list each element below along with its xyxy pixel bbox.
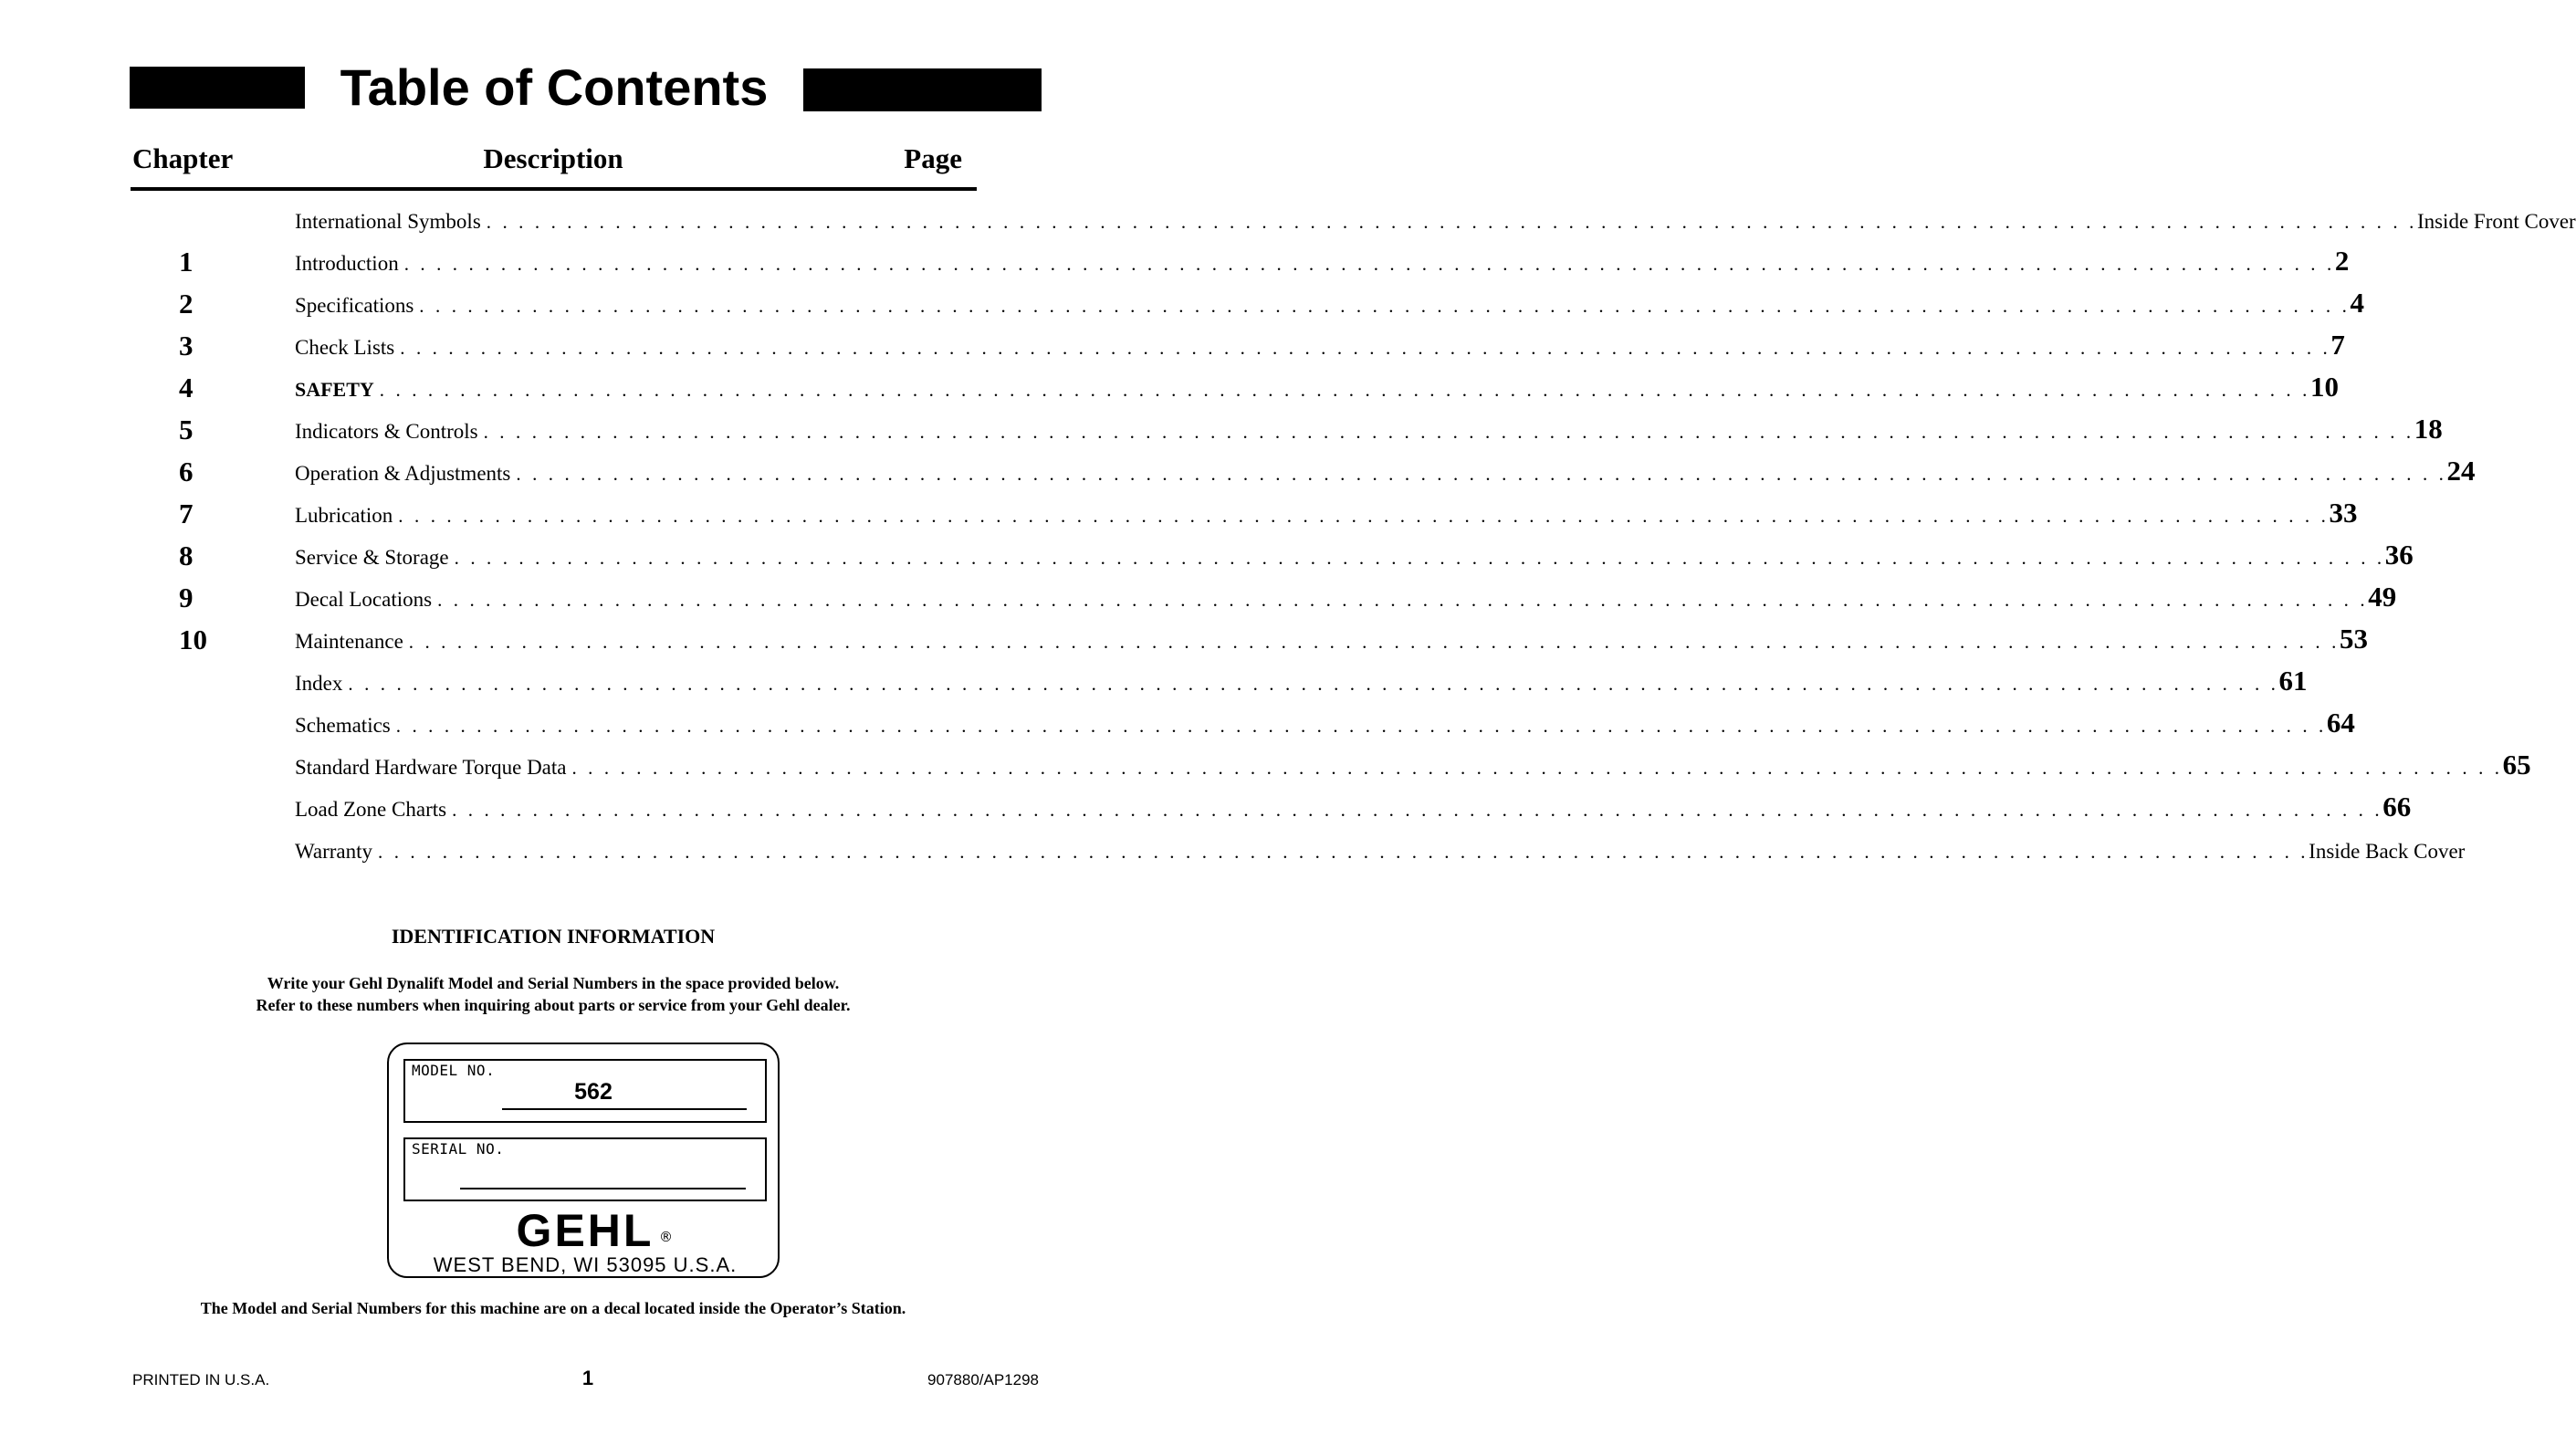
toc-row[interactable]	[0, 368, 2339, 410]
toc-page-number: Inside Front Cover	[2416, 210, 2576, 233]
footer-page-number: 1	[581, 1367, 594, 1389]
toc-description: Schematics	[295, 714, 391, 737]
toc-entry	[295, 833, 2466, 864]
toc-entry	[295, 455, 2476, 487]
toc-page-number: 7	[2330, 329, 2345, 361]
toc-row[interactable]	[0, 620, 2368, 662]
toc-entry	[295, 581, 2397, 613]
serial-field	[403, 1137, 767, 1201]
identification-plate	[387, 1043, 780, 1278]
model-label: MODEL NO.	[412, 1062, 496, 1079]
toc-entry	[295, 623, 2368, 655]
model-value: 562	[574, 1079, 613, 1105]
toc-dot-leader: . . . . . . . . . . . . . . . . . . . . . . . . . . . . . . . . . . . . . . . . . . . . . . . . . . . . . . . . . . . . . . . . . . . . . . . . . . . . . . . . . . . . . . . . . . . . . . . . . . . . . . . . . . . . . . . . . . . . . . . .	[452, 799, 2383, 821]
toc-description: Index	[295, 672, 343, 695]
toc-dot-leader: . . . . . . . . . . . . . . . . . . . . . . . . . . . . . . . . . . . . . . . . . . . . . . . . . . . . . . . . . . . . . . . . . . . . . . . . . . . . . . . . . . . . . . . . . . . . . . . . . . . . . . . . . . . . . . . . . . . . . . . .	[454, 547, 2385, 569]
header-chapter: Chapter	[132, 142, 234, 174]
toc-entry	[295, 791, 2412, 823]
toc-page-number: 49	[2368, 581, 2397, 613]
model-underline	[502, 1108, 747, 1110]
toc-chapter-number: 2	[179, 288, 194, 320]
toc-page-number: 33	[2329, 497, 2358, 529]
toc-page-number: 18	[2414, 413, 2443, 445]
toc-description: Decal Locations	[295, 588, 433, 611]
toc-dot-leader: . . . . . . . . . . . . . . . . . . . . . . . . . . . . . . . . . . . . . . . . . . . . . . . . . . . . . . . . . . . . . . . . . . . . . . . . . . . . . . . . . . . . . . . . . . . . . . . . . . . . . . . . . . . . . . . . . . . . . . . .	[395, 715, 2327, 737]
toc-page-number: 4	[2350, 287, 2364, 319]
toc-page-number: Inside Back Cover	[2309, 840, 2466, 863]
toc-description: Operation & Adjustments	[295, 462, 511, 485]
toc-dot-leader: . . . . . . . . . . . . . . . . . . . . . . . . . . . . . . . . . . . . . . . . . . . . . . . . . . . . . . . . . . . . . . . . . . . . . . . . . . . . . . . . . . . . . . . . . . . . . . . . . . . . . . . . . . . . . . . . . . . . . . . .	[398, 505, 2330, 527]
identification-line-2: Refer to these numbers when inquiring about parts or service from your Gehl dealer.	[256, 996, 851, 1014]
toc-row[interactable]	[0, 578, 2397, 620]
gehl-logo: GEHL	[516, 1205, 654, 1256]
toc-chapter-number: 6	[179, 456, 194, 487]
toc-row[interactable]	[0, 494, 2358, 536]
decal-location-note: The Model and Serial Numbers for this machine are on a decal located inside the Operator’s Station.	[200, 1299, 906, 1317]
toc-row[interactable]	[0, 662, 2308, 704]
toc-chapter-number: 10	[179, 623, 207, 655]
toc-description: Check Lists	[295, 336, 395, 359]
toc-page-number: 61	[2278, 665, 2308, 697]
toc-dot-leader: . . . . . . . . . . . . . . . . . . . . . . . . . . . . . . . . . . . . . . . . . . . . . . . . . . . . . . . . . . . . . . . . . . . . . . . . . . . . . . . . . . . . . . . . . . . . . . . . . . . . . . . . . . . . . . . . . . . . . . . .	[571, 757, 2503, 779]
toc-entry	[295, 749, 2531, 781]
toc-row[interactable]	[0, 242, 2350, 284]
toc-row[interactable]	[0, 284, 2364, 326]
toc-dot-leader: . . . . . . . . . . . . . . . . . . . . . . . . . . . . . . . . . . . . . . . . . . . . . . . . . . . . . . . . . . . . . . . . . . . . . . . . . . . . . . . . . . . . . . . . . . . . . . . . . . . . . . . . . . . . . . . . . . . . . . . .	[400, 337, 2331, 359]
toc-page-number: 53	[2339, 623, 2368, 655]
header-page: Page	[904, 142, 962, 174]
toc-description: Lubrication	[295, 504, 393, 527]
toc-chapter-number: 8	[179, 540, 194, 571]
toc-row[interactable]	[0, 410, 2443, 452]
registered-mark: ®	[659, 1229, 673, 1245]
toc-entry	[295, 287, 2364, 319]
toc-dot-leader: . . . . . . . . . . . . . . . . . . . . . . . . . . . . . . . . . . . . . . . . . . . . . . . . . . . . . . . . . . . . . . . . . . . . . . . . . . . . . . . . . . . . . . . . . . . . . . . . . . . . . . . . . . . . . . . . . . . . . . . .	[348, 673, 2279, 695]
plate-address: WEST BEND, WI 53095 U.S.A.	[433, 1253, 738, 1276]
toc-page-number: 66	[2382, 791, 2412, 823]
page-title: Table of Contents	[340, 58, 769, 116]
serial-label: SERIAL NO.	[412, 1140, 505, 1158]
toc-chapter-number: 3	[179, 330, 194, 362]
toc-page-number: 64	[2326, 707, 2355, 739]
toc-dot-leader: . . . . . . . . . . . . . . . . . . . . . . . . . . . . . . . . . . . . . . . . . . . . . . . . . . . . . . . . . . . . . . . . . . . . . . . . . . . . . . . . . . . . . . . . . . . . . . . . . . . . . . . . . . . . . . . . . . . . . . . .	[419, 295, 2351, 317]
toc-description: Indicators & Controls	[295, 420, 478, 443]
title-bar-right	[803, 68, 1042, 111]
toc-description: Load Zone Charts	[295, 798, 447, 821]
toc-entry	[295, 497, 2358, 529]
toc-description: SAFETY	[295, 378, 374, 401]
toc-dot-leader: . . . . . . . . . . . . . . . . . . . . . . . . . . . . . . . . . . . . . . . . . . . . . . . . . . . . . . . . . . . . . . . . . . . . . . . . . . . . . . . . . . . . . . . . . . . . . . . . . . . . . . . . . . . . . . . . . . . . . . . .	[403, 253, 2335, 275]
toc-chapter-number: 7	[179, 498, 194, 529]
toc-dot-leader: . . . . . . . . . . . . . . . . . . . . . . . . . . . . . . . . . . . . . . . . . . . . . . . . . . . . . . . . . . . . . . . . . . . . . . . . . . . . . . . . . . . . . . . . . . . . . . . . . . . . . . . . . . . . . . . . . . . . . . . .	[437, 589, 2369, 611]
toc-dot-leader: . . . . . . . . . . . . . . . . . . . . . . . . . . . . . . . . . . . . . . . . . . . . . . . . . . . . . . . . . . . . . . . . . . . . . . . . . . . . . . . . . . . . . . . . . . . . . . . . . . . . . . . . . . . . . . . . . . . . . . . .	[378, 841, 2309, 863]
toc-row[interactable]	[0, 746, 2531, 788]
toc-entry	[295, 413, 2443, 445]
toc-entry	[295, 539, 2414, 571]
title-bar-left	[130, 67, 305, 109]
toc-entry	[295, 245, 2350, 277]
toc-page-number: 24	[2446, 455, 2476, 487]
header-rule	[131, 187, 977, 191]
toc-entry	[295, 665, 2308, 697]
toc-chapter-number: 1	[179, 246, 194, 278]
model-field	[403, 1059, 767, 1123]
toc-row[interactable]	[0, 536, 2414, 578]
footer-doc-code: 907880/AP1298	[927, 1371, 1039, 1388]
toc-description: Service & Storage	[295, 546, 449, 569]
toc-chapter-number: 4	[179, 372, 194, 403]
toc-chapter-number: 5	[179, 414, 194, 445]
toc-entry	[295, 707, 2355, 739]
toc-dot-leader: . . . . . . . . . . . . . . . . . . . . . . . . . . . . . . . . . . . . . . . . . . . . . . . . . . . . . . . . . . . . . . . . . . . . . . . . . . . . . . . . . . . . . . . . . . . . . . . . . . . . . . . . . . . . . . . . . . . . . . . .	[486, 211, 2417, 233]
toc-description: Maintenance	[295, 630, 403, 653]
header-description: Description	[483, 142, 623, 174]
toc-row[interactable]	[0, 200, 2576, 242]
toc-row[interactable]	[0, 326, 2345, 368]
toc-description: International Symbols	[295, 210, 481, 233]
toc-description: Warranty	[295, 840, 372, 863]
identification-heading: IDENTIFICATION INFORMATION	[391, 925, 716, 948]
toc-dot-leader: . . . . . . . . . . . . . . . . . . . . . . . . . . . . . . . . . . . . . . . . . . . . . . . . . . . . . . . . . . . . . . . . . . . . . . . . . . . . . . . . . . . . . . . . . . . . . . . . . . . . . . . . . . . . . . . . . . . . . . . .	[483, 421, 2414, 443]
serial-underline	[460, 1188, 746, 1189]
toc-entry	[295, 329, 2345, 361]
toc-page-number: 2	[2334, 245, 2350, 277]
toc-dot-leader: . . . . . . . . . . . . . . . . . . . . . . . . . . . . . . . . . . . . . . . . . . . . . . . . . . . . . . . . . . . . . . . . . . . . . . . . . . . . . . . . . . . . . . . . . . . . . . . . . . . . . . . . . . . . . . . . . . . . . . . .	[379, 379, 2310, 401]
toc-row[interactable]	[0, 704, 2355, 746]
toc-entry	[295, 371, 2339, 403]
toc-dot-leader: . . . . . . . . . . . . . . . . . . . . . . . . . . . . . . . . . . . . . . . . . . . . . . . . . . . . . . . . . . . . . . . . . . . . . . . . . . . . . . . . . . . . . . . . . . . . . . . . . . . . . . . . . . . . . . . . . . . . . . . .	[408, 631, 2340, 653]
toc-chapter-number: 9	[179, 582, 194, 613]
footer-printed: PRINTED IN U.S.A.	[132, 1371, 270, 1388]
toc-description: Introduction	[295, 252, 399, 275]
identification-line-1: Write your Gehl Dynalift Model and Serial Numbers in the space provided below.	[267, 974, 840, 992]
toc-page-number: 36	[2384, 539, 2414, 571]
toc-row[interactable]	[0, 452, 2476, 494]
toc-entry	[295, 204, 2576, 235]
toc-page-number: 65	[2502, 749, 2531, 781]
toc-description: Specifications	[295, 294, 414, 317]
toc-description: Standard Hardware Torque Data	[295, 756, 567, 779]
toc-page-number: 10	[2309, 371, 2339, 403]
toc-row[interactable]	[0, 788, 2412, 830]
toc-row[interactable]	[0, 830, 2466, 872]
toc-dot-leader: . . . . . . . . . . . . . . . . . . . . . . . . . . . . . . . . . . . . . . . . . . . . . . . . . . . . . . . . . . . . . . . . . . . . . . . . . . . . . . . . . . . . . . . . . . . . . . . . . . . . . . . . . . . . . . . . . . . . . . . .	[516, 463, 2447, 485]
